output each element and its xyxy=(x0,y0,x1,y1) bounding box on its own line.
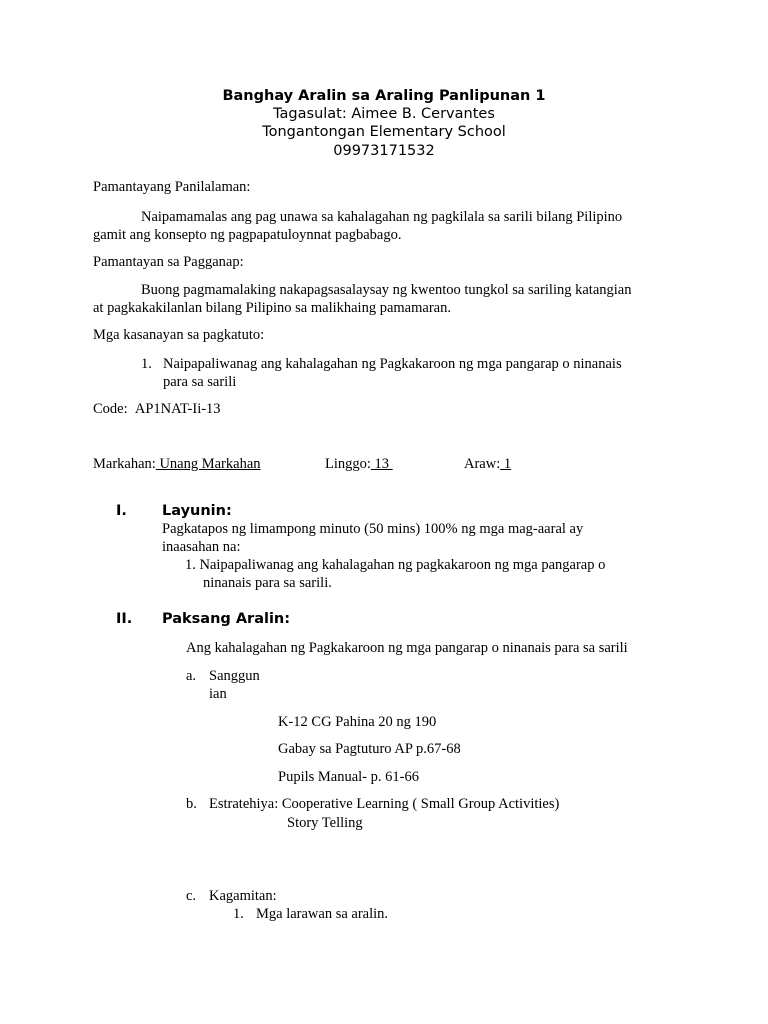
performance-standard-text-1: Buong pagmamalaking nakapagsasalaysay ng kwentoo tungkol sa sariling katangian xyxy=(141,282,632,298)
linggo-field xyxy=(325,455,393,473)
linggo-value: 13 xyxy=(370,456,393,472)
reference-item: Pupils Manual- p. 61-66 xyxy=(278,769,419,785)
competency-number: 1. xyxy=(141,356,152,372)
section-1-item-1: 1. Naipapaliwanag ang kahalagahan ng pagkakaroon ng mga pangarap o xyxy=(185,557,606,573)
item-c-number: 1. xyxy=(233,906,244,922)
reference-item: K-12 CG Pahina 20 ng 190 xyxy=(278,714,437,730)
code-label: Code: xyxy=(93,401,128,417)
araw-field xyxy=(464,455,511,473)
markahan-field xyxy=(93,455,261,473)
code-value: AP1NAT-Ii-13 xyxy=(134,401,221,417)
section-2-heading: Paksang Aralin: xyxy=(162,611,291,627)
item-b-marker: b. xyxy=(186,796,197,812)
item-c-label: Kagamitan: xyxy=(209,888,277,904)
section-2-topic: Ang kahalagahan ng Pagkakaroon ng mga pangarap o ninanais para sa sarili xyxy=(186,640,628,656)
competency-text-2: para sa sarili xyxy=(163,374,237,390)
markahan-value: Unang Markahan xyxy=(155,456,261,472)
item-b-text-1: Estratehiya: Cooperative Learning ( Small Group Activities) xyxy=(209,796,560,812)
section-1-item-2: ninanais para sa sarili. xyxy=(203,575,332,591)
section-1-text-2: inaasahan na: xyxy=(162,539,241,555)
competency-text-1: Naipapaliwanag ang kahalagahan ng Pagkakaroon ng mga pangarap o ninanais xyxy=(163,356,622,372)
document-title: Banghay Aralin sa Araling Panlipunan 1 xyxy=(222,88,546,104)
markahan-label: Markahan: xyxy=(93,456,156,472)
phone-line: 09973171532 xyxy=(333,143,435,159)
item-a-marker: a. xyxy=(186,668,197,684)
content-standard-text-2: gamit ang konsepto ng pagpapatuloynnat pagbabago. xyxy=(93,227,402,243)
item-c-marker: c. xyxy=(186,888,197,904)
item-a-label-2: ian xyxy=(209,686,227,702)
item-a-label-1: Sanggun xyxy=(209,668,260,684)
performance-standard-label: Pamantayan sa Pagganap: xyxy=(93,254,244,270)
school-line: Tongantongan Elementary School xyxy=(262,124,506,140)
section-1-numeral: I. xyxy=(116,503,127,519)
reference-item: Gabay sa Pagtuturo AP p.67-68 xyxy=(278,741,461,757)
competencies-label: Mga kasanayan sa pagkatuto: xyxy=(93,327,265,343)
section-1-text-1: Pagkatapos ng limampong minuto (50 mins) 100% ng mga mag-aaral ay xyxy=(162,521,584,537)
code-line xyxy=(93,400,221,418)
item-c-text: Mga larawan sa aralin. xyxy=(256,906,389,922)
author-line: Tagasulat: Aimee B. Cervantes xyxy=(273,106,495,122)
performance-standard-text-2: at pagkakakilanlan bilang Pilipino sa malikhaing pamamaran. xyxy=(93,300,451,316)
section-2-numeral: II. xyxy=(116,611,133,627)
content-standard-label: Pamantayang Panilalaman: xyxy=(93,179,251,195)
araw-label: Araw: xyxy=(464,456,501,472)
content-standard-text-1: Naipamamalas ang pag unawa sa kahalagahan ng pagkilala sa sarili bilang Pilipino xyxy=(141,209,623,225)
araw-value: 1 xyxy=(500,456,512,472)
item-b-text-2: Story Telling xyxy=(287,815,363,831)
section-1-heading: Layunin: xyxy=(162,503,232,519)
linggo-label: Linggo: xyxy=(325,456,371,472)
